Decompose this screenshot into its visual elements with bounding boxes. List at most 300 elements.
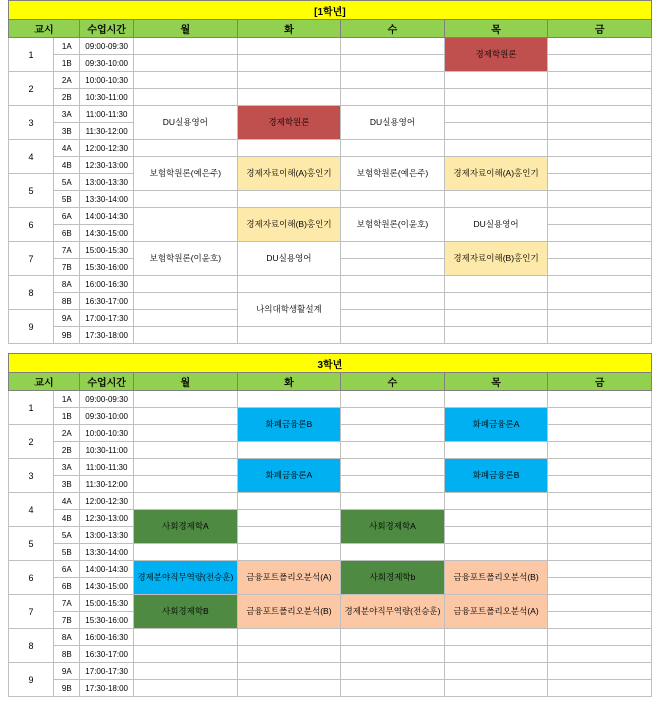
row-gutter [0,72,8,89]
empty-cell [237,510,341,527]
class-cell: DU실용영어 [134,106,238,140]
period-sub: 6A [54,208,80,225]
period-sub: 5B [54,544,80,561]
empty-cell [444,680,548,697]
empty-cell [548,72,652,89]
grade-table-0 [0,0,652,344]
empty-cell [444,89,548,106]
row-gutter [0,55,8,72]
class-cell: 금융포트폴리오분석(B) [444,561,548,595]
section-gap [0,344,652,353]
row-gutter [0,425,8,442]
period-time: 17:00-17:30 [80,663,134,680]
period-number: 7 [8,242,54,276]
empty-cell [341,72,445,89]
row-gutter [0,38,8,55]
empty-cell [548,646,652,663]
empty-cell [444,544,548,561]
period-sub: 6A [54,561,80,578]
timetable-row [0,208,652,225]
empty-cell [341,191,445,208]
period-sub: 6B [54,225,80,242]
header-period: 교시 [8,373,79,391]
empty-cell [444,527,548,544]
period-sub: 8A [54,629,80,646]
row-gutter [0,408,8,425]
period-time: 09:30-10:00 [80,408,134,425]
class-cell: 보험학원론(예은주) [341,157,445,191]
timetable-row [0,510,652,527]
row-gutter [0,123,8,140]
period-time: 15:00-15:30 [80,242,134,259]
empty-cell [341,680,445,697]
empty-cell [341,38,445,55]
empty-cell [237,89,341,106]
period-sub: 5B [54,191,80,208]
empty-cell [237,140,341,157]
row-gutter [0,20,8,38]
empty-cell [444,106,548,123]
class-cell: 나의대학생활설계 [237,293,341,327]
class-cell: 경제분야직무역량(전승훈) [341,595,445,629]
timetable-row [0,442,652,459]
timetable-row [0,55,652,72]
empty-cell [237,442,341,459]
empty-cell [548,327,652,344]
empty-cell [134,327,238,344]
row-gutter [0,544,8,561]
empty-cell [341,276,445,293]
row-gutter [0,242,8,259]
empty-cell [548,259,652,276]
empty-cell [444,493,548,510]
period-number: 5 [8,527,54,561]
empty-cell [134,391,238,408]
period-time: 09:30-10:00 [80,55,134,72]
period-time: 10:30-11:00 [80,442,134,459]
empty-cell [237,544,341,561]
empty-cell [341,544,445,561]
empty-cell [134,55,238,72]
period-time: 11:00-11:30 [80,459,134,476]
empty-cell [548,310,652,327]
empty-cell [341,310,445,327]
empty-cell [341,459,445,476]
period-sub: 5A [54,527,80,544]
row-gutter [0,191,8,208]
empty-cell [548,629,652,646]
empty-cell [548,293,652,310]
header-time: 수업시간 [80,373,134,391]
class-cell: 사회경제학B [134,595,238,629]
empty-cell [444,391,548,408]
row-gutter [0,493,8,510]
empty-cell [444,646,548,663]
period-number: 4 [8,493,54,527]
empty-cell [341,442,445,459]
empty-cell [444,72,548,89]
timetable-row [0,527,652,544]
row-gutter [0,293,8,310]
header-period: 교시 [8,20,79,38]
row-gutter [0,612,8,629]
period-sub: 9A [54,310,80,327]
empty-cell [548,191,652,208]
empty-cell [134,425,238,442]
period-time: 16:30-17:00 [80,293,134,310]
class-cell: 금융포트폴리오분석(A) [444,595,548,629]
header-day-4: 금 [548,373,652,391]
empty-cell [134,629,238,646]
period-time: 13:30-14:00 [80,191,134,208]
empty-cell [237,680,341,697]
period-sub: 1A [54,391,80,408]
empty-cell [548,663,652,680]
period-sub: 6B [54,578,80,595]
period-number: 3 [8,106,54,140]
empty-cell [134,140,238,157]
row-gutter [0,527,8,544]
empty-cell [341,55,445,72]
period-number: 3 [8,459,54,493]
period-number: 9 [8,310,54,344]
period-time: 14:30-15:00 [80,578,134,595]
empty-cell [237,646,341,663]
empty-cell [548,527,652,544]
period-time: 11:00-11:30 [80,106,134,123]
timetable-row [0,327,652,344]
period-number: 7 [8,595,54,629]
period-number: 2 [8,425,54,459]
column-header-row [0,373,652,391]
period-time: 15:30-16:00 [80,259,134,276]
class-cell: 화폐금융론A [444,408,548,442]
empty-cell [134,38,238,55]
empty-cell [444,510,548,527]
timetable-row [0,106,652,123]
period-number: 6 [8,208,54,242]
period-number: 4 [8,140,54,174]
timetable-row [0,140,652,157]
empty-cell [548,242,652,259]
empty-cell [341,259,445,276]
class-cell: 보험학원론(이윤호) [341,208,445,242]
row-gutter [0,442,8,459]
header-day-0: 월 [134,373,238,391]
class-cell: 금융포트폴리오분석(A) [237,561,341,595]
empty-cell [341,629,445,646]
period-time: 14:30-15:00 [80,225,134,242]
empty-cell [548,510,652,527]
period-time: 13:00-13:30 [80,174,134,191]
empty-cell [548,544,652,561]
empty-cell [341,242,445,259]
timetable-row [0,408,652,425]
empty-cell [548,561,652,578]
grade-table-1 [0,353,652,697]
empty-cell [134,663,238,680]
empty-cell [548,140,652,157]
empty-cell [134,208,238,242]
header-day-2: 수 [341,373,445,391]
period-sub: 5A [54,174,80,191]
header-day-4: 금 [548,20,652,38]
class-cell: 경제학원론 [444,38,548,72]
period-number: 6 [8,561,54,595]
empty-cell [444,663,548,680]
class-cell: 사회경제학A [341,510,445,544]
grade-title: 3학년 [8,354,651,373]
period-time: 13:00-13:30 [80,527,134,544]
empty-cell [548,425,652,442]
period-sub: 9B [54,327,80,344]
empty-cell [548,612,652,629]
period-number: 5 [8,174,54,208]
class-cell: 화폐금융론A [237,459,341,493]
empty-cell [237,191,341,208]
timetable-row [0,72,652,89]
empty-cell [134,680,238,697]
header-day-3: 목 [444,20,548,38]
class-cell: DU실용영어 [444,208,548,242]
empty-cell [237,527,341,544]
empty-cell [548,408,652,425]
empty-cell [341,476,445,493]
class-cell: 사회경제학A [134,510,238,544]
period-sub: 7B [54,259,80,276]
row-gutter [0,1,8,20]
row-gutter [0,646,8,663]
period-sub: 4B [54,157,80,174]
class-cell: DU실용영어 [237,242,341,276]
empty-cell [548,459,652,476]
timetable-row [0,89,652,106]
period-number: 1 [8,391,54,425]
empty-cell [444,442,548,459]
timetable-row [0,629,652,646]
period-time: 10:00-10:30 [80,425,134,442]
period-sub: 4A [54,140,80,157]
class-cell: 경제자료이해(A)홍인기 [444,157,548,191]
row-gutter [0,680,8,697]
class-cell: 경제분야직무역량(전승훈) [134,561,238,595]
row-gutter [0,140,8,157]
class-cell: 사회경제학b [341,561,445,595]
period-number: 2 [8,72,54,106]
empty-cell [237,391,341,408]
period-sub: 7A [54,242,80,259]
empty-cell [548,595,652,612]
empty-cell [134,442,238,459]
timetable-row [0,595,652,612]
period-sub: 3B [54,476,80,493]
empty-cell [134,493,238,510]
row-gutter [0,89,8,106]
class-cell: 화폐금융론B [237,408,341,442]
empty-cell [237,493,341,510]
empty-cell [134,276,238,293]
row-gutter [0,561,8,578]
row-gutter [0,578,8,595]
grade-title: [1학년] [8,1,651,20]
column-header-row [0,20,652,38]
class-cell: 경제자료이해(B)홍인기 [237,208,341,242]
period-number: 9 [8,663,54,697]
period-sub: 9B [54,680,80,697]
empty-cell [134,476,238,493]
period-sub: 3A [54,106,80,123]
empty-cell [548,442,652,459]
period-sub: 3A [54,459,80,476]
empty-cell [548,680,652,697]
empty-cell [237,663,341,680]
row-gutter [0,354,8,373]
empty-cell [548,106,652,123]
class-cell: 보험학원론(이윤호) [134,242,238,276]
empty-cell [134,408,238,425]
empty-cell [134,310,238,327]
period-time: 15:00-15:30 [80,595,134,612]
empty-cell [341,391,445,408]
empty-cell [444,276,548,293]
row-gutter [0,208,8,225]
row-gutter [0,259,8,276]
timetable-row [0,663,652,680]
row-gutter [0,174,8,191]
timetable-row [0,544,652,561]
timetable-row [0,561,652,578]
timetable-row [0,242,652,259]
period-time: 14:00-14:30 [80,208,134,225]
row-gutter [0,510,8,527]
empty-cell [444,310,548,327]
timetable-row [0,157,652,174]
header-day-1: 화 [237,20,341,38]
row-gutter [0,106,8,123]
row-gutter [0,391,8,408]
empty-cell [341,140,445,157]
empty-cell [548,578,652,595]
empty-cell [237,72,341,89]
period-sub: 1B [54,408,80,425]
empty-cell [341,646,445,663]
class-cell: 경제학원론 [237,106,341,140]
period-time: 12:00-12:30 [80,140,134,157]
header-time: 수업시간 [80,20,134,38]
row-gutter [0,595,8,612]
timetable-row [0,293,652,310]
period-time: 09:00-09:30 [80,38,134,55]
period-sub: 2A [54,425,80,442]
row-gutter [0,225,8,242]
period-time: 17:30-18:00 [80,327,134,344]
timetable-row [0,191,652,208]
period-time: 12:30-13:00 [80,157,134,174]
empty-cell [134,72,238,89]
period-time: 16:00-16:30 [80,276,134,293]
empty-cell [548,276,652,293]
timetable-row [0,680,652,697]
period-sub: 7A [54,595,80,612]
period-time: 16:30-17:00 [80,646,134,663]
empty-cell [341,425,445,442]
empty-cell [134,191,238,208]
empty-cell [444,123,548,140]
period-sub: 3B [54,123,80,140]
empty-cell [548,38,652,55]
period-sub: 9A [54,663,80,680]
period-sub: 2B [54,442,80,459]
period-number: 8 [8,276,54,310]
empty-cell [548,123,652,140]
period-sub: 1B [54,55,80,72]
period-sub: 8A [54,276,80,293]
empty-cell [341,293,445,310]
row-gutter [0,327,8,344]
empty-cell [237,327,341,344]
period-time: 10:00-10:30 [80,72,134,89]
period-sub: 8B [54,646,80,663]
empty-cell [341,327,445,344]
empty-cell [548,208,652,225]
class-cell: 금융포트폴리오분석(B) [237,595,341,629]
header-day-3: 목 [444,373,548,391]
row-gutter [0,459,8,476]
timetable-row [0,459,652,476]
period-sub: 4B [54,510,80,527]
empty-cell [548,493,652,510]
empty-cell [341,408,445,425]
period-sub: 7B [54,612,80,629]
period-time: 11:30-12:00 [80,476,134,493]
empty-cell [548,391,652,408]
period-time: 12:30-13:00 [80,510,134,527]
period-number: 8 [8,629,54,663]
timetable-row [0,38,652,55]
timetable-row [0,276,652,293]
period-sub: 2B [54,89,80,106]
row-gutter [0,663,8,680]
period-time: 11:30-12:00 [80,123,134,140]
row-gutter [0,157,8,174]
period-time: 15:30-16:00 [80,612,134,629]
timetable-row [0,646,652,663]
empty-cell [134,293,238,310]
row-gutter [0,310,8,327]
empty-cell [341,493,445,510]
empty-cell [444,327,548,344]
period-sub: 2A [54,72,80,89]
period-sub: 8B [54,293,80,310]
empty-cell [444,140,548,157]
timetable-row [0,493,652,510]
empty-cell [237,629,341,646]
class-cell: DU실용영어 [341,106,445,140]
row-gutter [0,476,8,493]
class-cell: 경제자료이해(A)홍인기 [237,157,341,191]
period-time: 12:00-12:30 [80,493,134,510]
class-cell: 보험학원론(예은주) [134,157,238,191]
period-sub: 1A [54,38,80,55]
empty-cell [237,276,341,293]
row-gutter [0,276,8,293]
timetable-row [0,391,652,408]
empty-cell [134,544,238,561]
empty-cell [134,459,238,476]
header-day-2: 수 [341,20,445,38]
period-time: 16:00-16:30 [80,629,134,646]
empty-cell [444,629,548,646]
